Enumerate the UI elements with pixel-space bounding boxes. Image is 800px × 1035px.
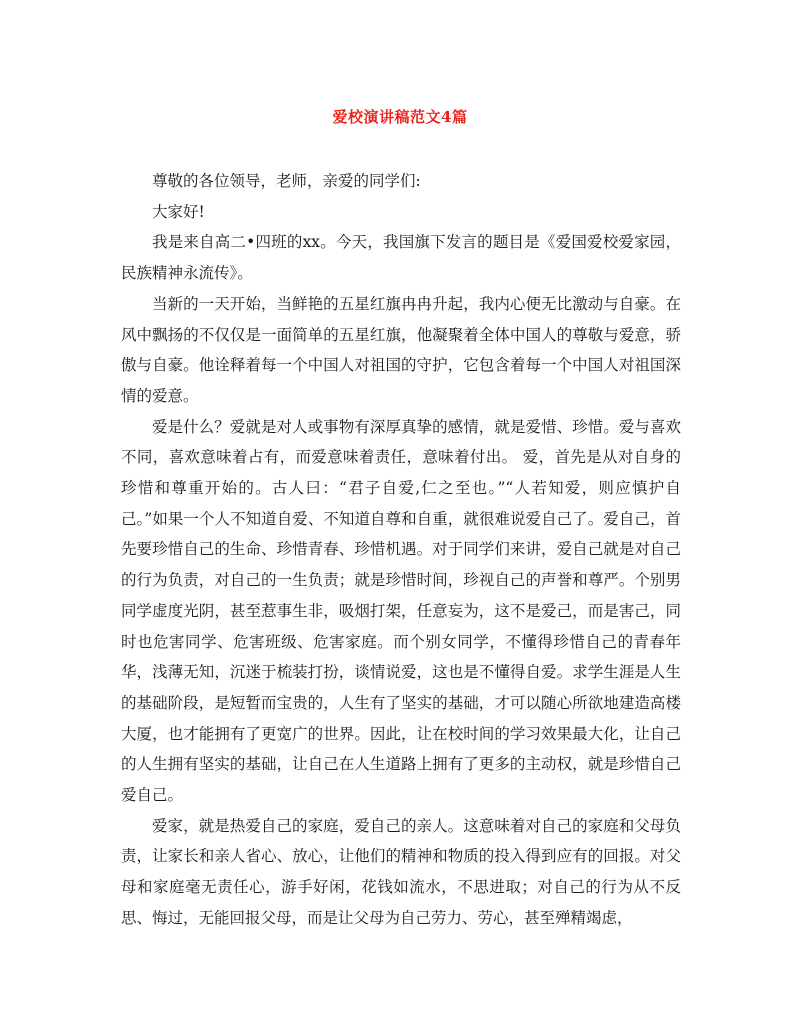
paragraph-greeting: 大家好! (152, 202, 205, 221)
paragraph-introduction: 我是来自高二•四班的xx。今天，我国旗下发言的题目是《爱国爱校爱家园，民族精神永流传》。 (121, 233, 681, 283)
document-body (121, 166, 681, 934)
paragraph-self-love: 爱是什么？爱就是对人或事物有深厚真挚的感情，就是爱惜、珍惜。爱与喜欢不同，喜欢意味着占有，而爱意味着责任，意味着付出。 爱，首先是从对自身的珍惜和尊重开始的。古人曰：“君子自爱,仁之至也。”“人若知爱，则应慎护自己。”如果一个人不知道自爱、不知道自尊和自重，就很难说爱自己了。爱自己，首先要珍惜自己的生命、珍惜青春、珍惜机遇。对于同学们来讲，爱自己就是对自己的行为负责，对自己的一生负责；就是珍惜时间，珍视自己的声誉和尊严。个别男同学虚度光阴，甚至惹事生非，吸烟打架，任意妄为，这不是爱己，而是害己，同时也危害同学、危害班级、危害家庭。而个别女同学，不懂得珍惜自己的青春年华，浅薄无知，沉迷于梳装打扮，谈情说爱，这也是不懂得自爱。求学生涯是人生的基础阶段，是短暂而宝贵的，人生有了坚实的基础，才可以随心所欲地建造高楼大厦，也才能拥有了更宽广的世界。因此，让在校时间的学习效果最大化，让自己的人生拥有坚实的基础，让自己在人生道路上拥有了更多的主动权，就是珍惜自己爱自己。 (121, 417, 681, 805)
paragraph-family-love: 爱家，就是热爱自己的家庭，爱自己的亲人。这意味着对自己的家庭和父母负责，让家长和亲人省心、放心，让他们的精神和物质的投入得到应有的回报。对父母和家庭毫无责任心，游手好闲，花钱如流水，不思进取；对自己的行为从不反思、悔过，无能回报父母，而是让父母为自己劳力、劳心，甚至殚精竭虑， (121, 816, 681, 927)
document-title: 爱校演讲稿范文4篇 (332, 108, 468, 126)
paragraph-salutation: 尊敬的各位领导，老师，亲爱的同学们: (152, 172, 421, 190)
paragraph-flag: 当新的一天开始，当鲜艳的五星红旗冉冉升起，我内心便无比激动与自豪。在风中飘扬的不仅仅是一面简单的五星红旗，他凝聚着全体中国人的尊敬与爱意，骄傲与自豪。他诠释着每一个中国人对祖国的守护，它包含着每一个中国人对祖国深情的爱意。 (121, 294, 681, 405)
